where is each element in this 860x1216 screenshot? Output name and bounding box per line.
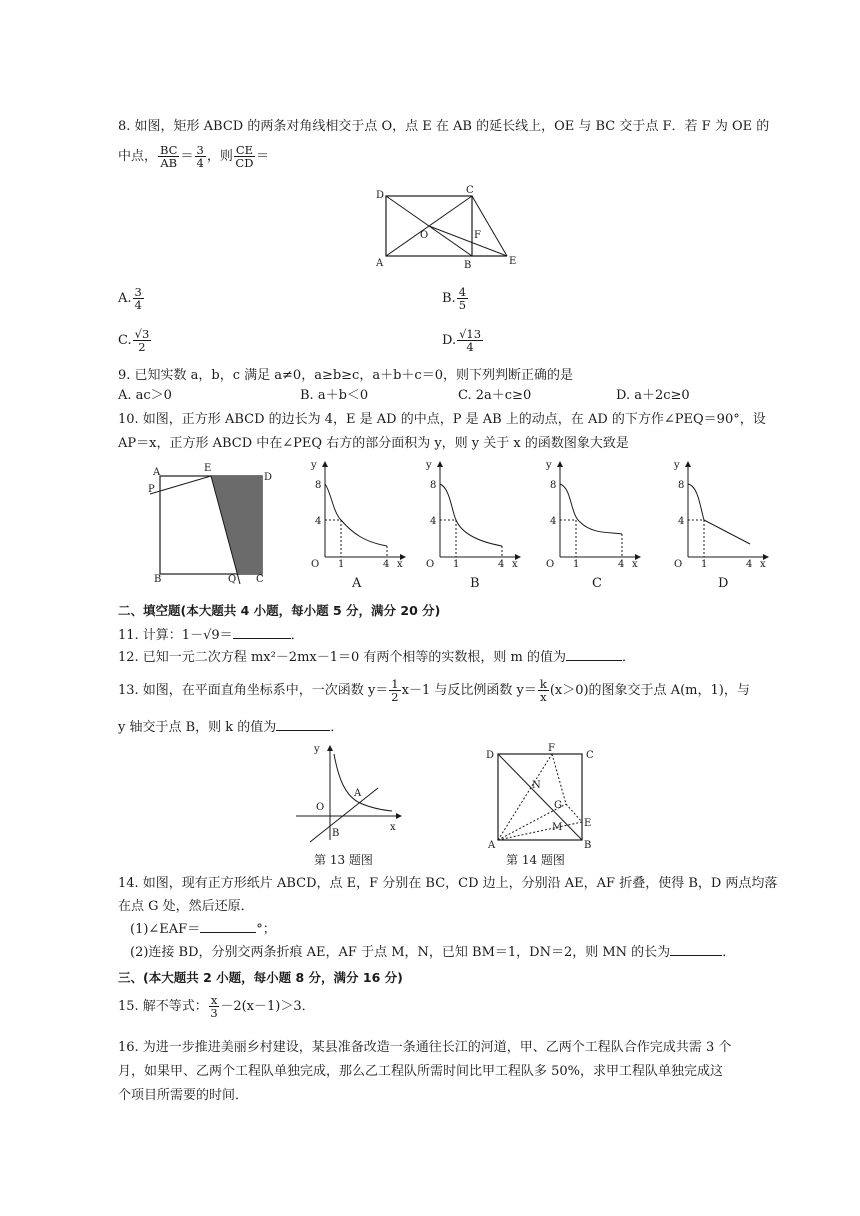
x-label: x: [760, 559, 766, 570]
four-label: 4: [315, 516, 322, 527]
eight-label: 8: [315, 480, 322, 491]
q10-choice-d: D: [718, 576, 729, 591]
q10-graph-d: [668, 462, 768, 572]
equals-sign: ＝: [256, 149, 270, 164]
q9-option-c: C. 2a＋c≥0: [458, 388, 532, 403]
q8-then: ，则: [206, 149, 233, 164]
option-label: D.: [442, 333, 457, 348]
q13-fraction-k-x: [538, 678, 549, 703]
label-N: N: [532, 780, 541, 791]
label-A: A: [488, 840, 496, 851]
fraction-numerator: BC: [160, 143, 178, 157]
q16-line3: 个项目所需要的时间．: [118, 1088, 249, 1103]
label-A: A: [153, 467, 161, 478]
option-fraction: [457, 286, 468, 311]
label-G: G: [554, 800, 562, 811]
label-D: D: [486, 750, 495, 761]
q8-option-b: [442, 284, 469, 314]
fraction-numerator: 3: [134, 285, 142, 299]
option-fraction: [133, 328, 152, 353]
fraction-denominator: 3: [210, 1006, 218, 1020]
option-label: C.: [118, 333, 132, 348]
x-label: x: [397, 559, 403, 570]
q14-part2-period: ．: [722, 945, 736, 960]
q13-line1: [118, 676, 750, 706]
q8-line1: 8. 如图，矩形 ABCD 的两条对角线相交于点 O，点 E 在 AB 的延长线上，OE 与 BC 交于点 F．若 F 为 OE 的: [118, 119, 770, 134]
q15-text: 15. 解不等式：: [118, 999, 208, 1014]
q9-option-b: B. a＋b＜0: [300, 388, 369, 403]
q13-fraction-half: [389, 678, 400, 703]
q10-choice-a: A: [352, 576, 362, 591]
q10-square-figure: [140, 462, 280, 585]
fraction-numerator: √3: [134, 327, 150, 341]
q8-line2: [118, 140, 269, 174]
label-A: A: [376, 258, 384, 269]
fraction-denominator: 5: [458, 298, 467, 312]
eight-label: 8: [430, 480, 437, 491]
four-label: 4: [550, 516, 557, 527]
origin-label: O: [546, 559, 555, 570]
q10-choice-c: C: [592, 576, 602, 591]
label-M: M: [552, 822, 563, 833]
equals-sign: ＝: [180, 149, 194, 164]
q13-caption: 第 13 题图: [314, 853, 373, 867]
eight-label: 8: [678, 480, 685, 491]
fraction-numerator: k: [539, 677, 547, 691]
q8-fraction-3-4: [195, 144, 206, 169]
origin-label: O: [316, 802, 325, 813]
q10-graph-a: [305, 462, 405, 572]
q13-line2-text: y 轴交于点 B，则 k 的值为: [118, 720, 277, 735]
q8-line2-prefix: 中点，: [118, 149, 158, 164]
y-label: y: [314, 744, 320, 755]
point-B-label: B: [332, 828, 340, 839]
label-C: C: [466, 185, 474, 196]
q13-text-start: 13. 如图，在平面直角坐标系中，一次函数 y＝: [118, 683, 389, 698]
label-D: D: [264, 472, 273, 483]
q15-fraction-x-3: [209, 994, 220, 1019]
q14-part1-answer-blank[interactable]: [200, 922, 256, 933]
x-label: x: [390, 822, 396, 833]
label-E: E: [509, 256, 517, 267]
option-label: B.: [442, 291, 456, 306]
label-B: B: [154, 574, 162, 585]
four-label: 4: [678, 516, 685, 527]
q16-line2: 月，如果甲、乙两个工程队单独完成，那么乙工程队所需时间比甲工程队多 50%，求甲工程队单独完成这: [118, 1064, 724, 1079]
four-label: 4: [430, 516, 437, 527]
y-label: y: [674, 460, 680, 471]
q8-figure-rectangle-diagram: [372, 185, 522, 271]
section-3-heading: 三、(本大题共 2 小题，每小题 8 分，满分 16 分): [118, 970, 403, 985]
q8-fraction-bc-ab: [158, 144, 179, 169]
one-label: 1: [573, 559, 580, 570]
q13-line2: [118, 720, 343, 736]
fraction-denominator: 4: [196, 156, 204, 170]
q9-stem: 9. 已知实数 a，b，c 满足 a≠0，a≥b≥c，a＋b＋c＝0，则下列判断正确的是: [118, 368, 573, 383]
y-label: y: [546, 460, 552, 471]
q10-line2: AP＝x，正方形 ABCD 中在∠PEQ 右方的部分面积为 y，则 y 关于 x 的函数图象大致是: [118, 436, 629, 451]
q13-period: ．: [330, 720, 344, 735]
origin-label: O: [311, 559, 320, 570]
q14-part2-answer-blank[interactable]: [670, 945, 722, 956]
fraction-denominator: CD: [235, 156, 254, 170]
q12-answer-blank[interactable]: [566, 650, 622, 661]
q8-option-d: [442, 326, 484, 356]
q15: [118, 992, 315, 1022]
q14-line2: 在点 G 处，然后还原．: [118, 899, 254, 914]
section-2-heading: 二、填空题(本大题共 4 小题，每小题 5 分，满分 20 分): [118, 603, 441, 618]
eight-label: 8: [550, 480, 557, 491]
x-label: x: [512, 559, 518, 570]
one-label: 1: [453, 559, 460, 570]
fraction-numerator: 3: [196, 143, 204, 157]
fraction-denominator: 4: [466, 340, 474, 354]
q12-text: 12. 已知一元二次方程 mx²－2mx－1＝0 有两个相等的实数根，则 m 的值为: [118, 650, 567, 665]
q14-line1: 14. 如图，现有正方形纸片 ABCD，点 E，F 分别在 BC，CD 边上，分别沿 AE，AF 折叠，使得 B，D 两点均落: [118, 876, 778, 891]
q14-part1: [130, 922, 276, 938]
fraction-numerator: 4: [458, 285, 467, 299]
x-four-label: 4: [383, 559, 390, 570]
point-A-label: A: [354, 788, 362, 799]
q10-choice-b: B: [470, 576, 480, 591]
one-label: 1: [701, 559, 708, 570]
q11-answer-blank[interactable]: [233, 628, 291, 639]
label-C: C: [256, 574, 264, 585]
fraction-denominator: 2: [391, 690, 399, 704]
x-four-label: 4: [498, 559, 505, 570]
x-label: x: [632, 559, 638, 570]
q13-text-mid: x－1 与反比例函数 y＝: [401, 683, 537, 698]
option-fraction: [457, 328, 483, 353]
label-F: F: [474, 230, 481, 241]
q14-part2-text: (2)连接 BD，分别交两条折痕 AE，AF 于点 M，N，已知 BM＝1，DN＝2，则 MN 的长为: [130, 945, 671, 960]
q13-answer-blank[interactable]: [276, 720, 330, 731]
label-E: E: [584, 818, 592, 829]
q12: [118, 650, 635, 666]
label-D: D: [376, 190, 385, 201]
q15-inequality: －2(x－1)＞3．: [220, 999, 315, 1014]
q14-part2: [130, 945, 735, 961]
label-O: O: [420, 230, 429, 241]
y-label: y: [311, 460, 317, 471]
fraction-numerator: √13: [459, 327, 482, 341]
q14-square-figure: [484, 744, 604, 854]
fraction-numerator: x: [210, 993, 218, 1007]
label-F: F: [548, 743, 555, 754]
fraction-denominator: AB: [160, 156, 178, 170]
option-fraction: [133, 286, 144, 311]
option-label: A.: [118, 291, 132, 306]
q11-period: ．: [290, 628, 304, 643]
label-E: E: [204, 463, 212, 474]
q14-part1-text: (1)∠EAF＝: [130, 922, 201, 937]
x-four-label: 4: [618, 559, 625, 570]
one-label: 1: [338, 559, 345, 570]
label-B: B: [464, 260, 472, 271]
x-four-label: 4: [746, 559, 753, 570]
q10-graph-c: [540, 462, 640, 572]
y-label: y: [426, 460, 432, 471]
q8-option-c: [118, 326, 152, 356]
q9-option-a: A. ac＞0: [118, 388, 172, 403]
q10-line1: 10. 如图，正方形 ABCD 的边长为 4，E 是 AD 的中点，P 是 AB 上的动点，在 AD 的下方作∠PEQ＝90°，设: [118, 412, 766, 427]
origin-label: O: [426, 559, 435, 570]
q16-line1: 16. 为进一步推进美丽乡村建设，某县准备改造一条通往长江的河道，甲、乙两个工程队合作完成共需 3 个: [118, 1040, 732, 1055]
q11-text: 11. 计算：1－√9＝: [118, 628, 233, 643]
origin-label: O: [674, 559, 683, 570]
fraction-numerator: 1: [391, 677, 399, 691]
label-Q: Q: [228, 574, 237, 585]
fraction-denominator: 4: [134, 298, 142, 312]
q13-coordinate-figure: [292, 744, 402, 844]
q12-period: ．: [622, 650, 636, 665]
label-B: B: [584, 840, 592, 851]
q8-fraction-ce-cd: [234, 144, 255, 169]
q9-option-d: D. a＋2c≥0: [616, 388, 690, 403]
label-C: C: [586, 750, 594, 761]
fraction-denominator: x: [540, 690, 547, 704]
q8-option-a: [118, 284, 145, 314]
q14-part1-unit: °；: [256, 922, 276, 937]
q14-caption: 第 14 题图: [506, 853, 565, 867]
fraction-numerator: CE: [235, 143, 254, 157]
fraction-denominator: 2: [138, 340, 146, 354]
q11: [118, 628, 304, 644]
q13-text-end: (x＞0)的图象交于点 A(m，1)，与: [549, 683, 750, 698]
q10-graph-b: [420, 462, 520, 572]
label-P: P: [148, 484, 155, 495]
